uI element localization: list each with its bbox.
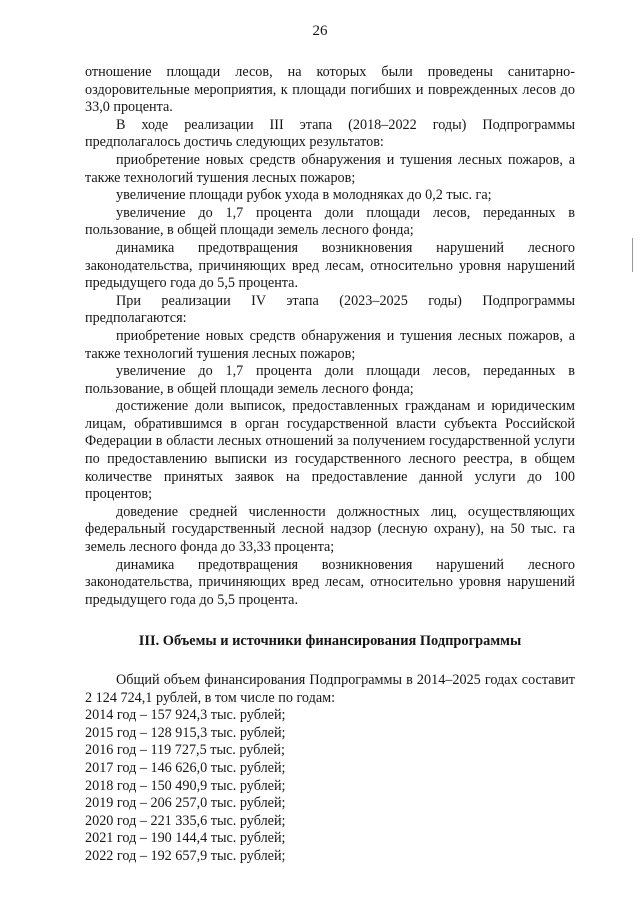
financing-year-item: 2018 год – 150 490,9 тыс. рублей; (85, 777, 286, 794)
results-section (85, 64, 575, 609)
paragraph: увеличение до 1,7 процента доли площади лесов, переданных в пользование, в общей площади земель лесного фонда; (85, 204, 575, 239)
section-heading: III. Объемы и источники финансирования Подпрограммы (138, 633, 522, 650)
financing-year-item: 2021 год – 190 144,4 тыс. рублей; (85, 830, 286, 847)
paragraph: приобретение новых средств обнаружения и тушения лесных пожаров, а также технологий тушения лесных пожаров; (85, 327, 575, 362)
paragraph: увеличение до 1,7 процента доли площади лесов, переданных в пользование, в общей площади земель лесного фонда; (85, 363, 575, 397)
paragraph: достижение доли выписок, предоставленных гражданам и юридическим лицам, обратившимся в орган государственной власти субъекта Российской Федерации в области лесных отношений за получением государственной услуги по предоставлению выписки из государственного лесного реестра, в общем количестве принятых заявок на предоставление данной услуги до 100 процентов; (85, 398, 575, 503)
financing-year-item: 2016 год – 119 727,5 тыс. рублей; (85, 742, 285, 759)
financing-year-item: 2022 год – 192 657,9 тыс. рублей; (85, 847, 286, 864)
paragraph: увеличение площади рубок ухода в молодняках до 0,2 тыс. га; (116, 187, 492, 204)
financing-year-item: 2017 год – 146 626,0 тыс. рублей; (85, 759, 286, 776)
financing-year-item: 2019 год – 206 257,0 тыс. рублей; (85, 795, 286, 812)
financing-year-item: 2015 год – 128 915,3 тыс. рублей; (85, 724, 286, 741)
financing-year-item: 2020 год – 221 335,6 тыс. рублей; (85, 812, 286, 829)
page-number: 26 (312, 23, 328, 39)
financing-by-year-list (85, 707, 575, 865)
paragraph: динамика предотвращения возникновения нарушений лесного законодательства, причиняющих вред лесам, относительно уровня нарушений предыдущего года до 5,5 процента. (85, 556, 575, 608)
paragraph: отношение площади лесов, на которых были проведены санитарно-оздоровительные мероприятия, к площади погибших и поврежденных лесов до 33,0 процента. (85, 64, 575, 116)
financing-year-item: 2014 год – 157 924,3 тыс. рублей; (85, 707, 286, 724)
financing-intro-paragraph: Общий объем финансирования Подпрограммы в 2014–2025 годах составит 2 124 724,1 рублей, в том числе по годам: (85, 672, 575, 706)
paragraph: При реализации IV этапа (2023–2025 годы) Подпрограммы предполагаются: (85, 292, 575, 327)
paragraph: приобретение новых средств обнаружения и тушения лесных пожаров, а также технологий тушения лесных пожаров; (85, 151, 575, 186)
scan-margin-mark (632, 238, 636, 272)
paragraph: доведение средней численности должностных лиц, осуществляющих федеральный государственный лесной надзор (лесную охрану), на 50 тыс. га земель лесного фонда до 33,33 процента; (85, 503, 575, 556)
paragraph: В ходе реализации III этапа (2018–2022 годы) Подпрограммы предполагалось достичь следующих результатов: (85, 116, 575, 151)
paragraph: динамика предотвращения возникновения нарушений лесного законодательства, причиняющих вред лесам, относительно уровня нарушений предыдущего года до 5,5 процента. (85, 239, 575, 292)
document-body (85, 64, 575, 866)
